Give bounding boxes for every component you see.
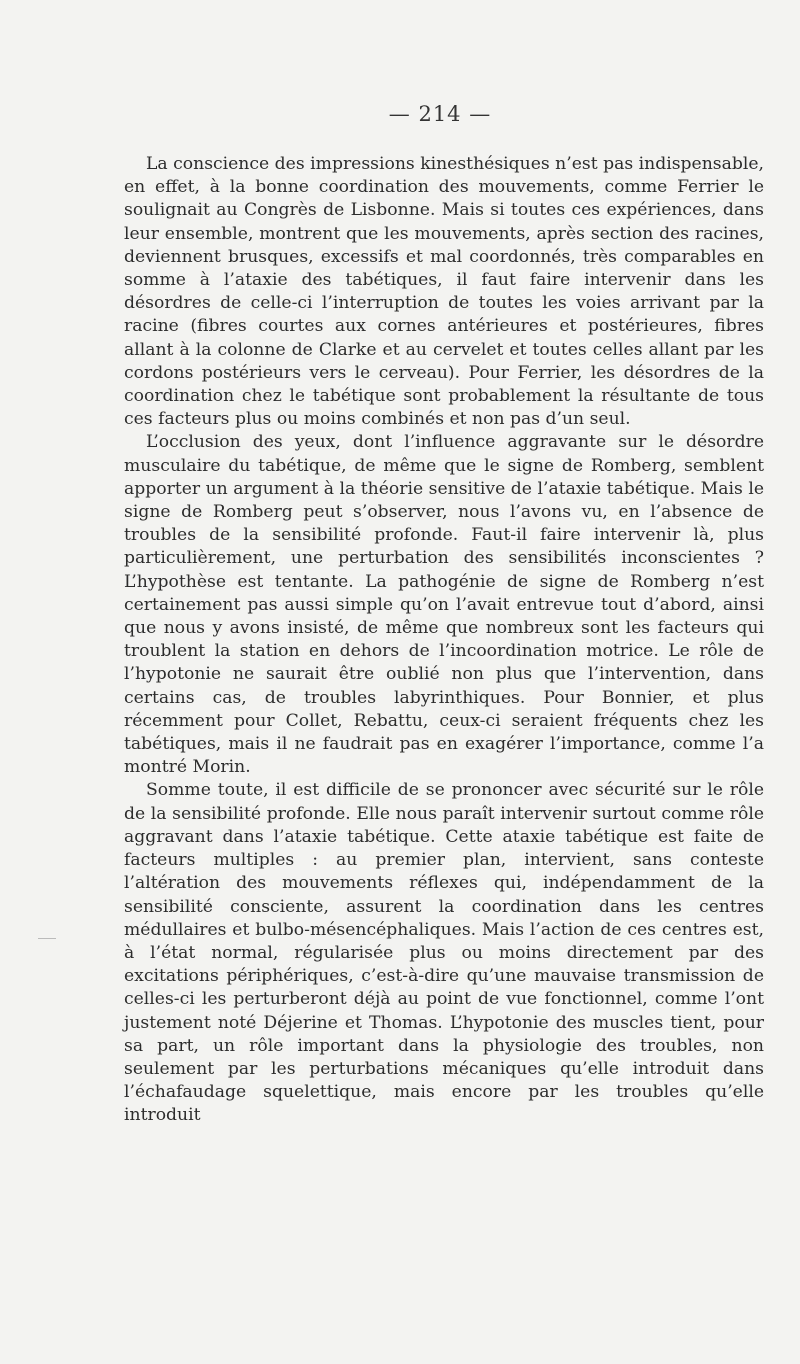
body-text [124,153,764,1128]
paragraph-3: Somme toute, il est difficile de se prononcer avec sécurité sur le rôle de la sensibilité profonde. Elle nous paraît intervenir surtout comme rôle aggravant dans l’ataxie tabétique. Cette ataxie tabétique est faite de facteurs multiples : au premier plan, intervient, sans conteste l’altération des mouvements réflexes qui, indépendamment de la sensibilité consciente, assurent la coordination dans les centres médullaires et bulbo-mésencéphaliques. Mais l’action de ces centres est, à l’état normal, régularisée plus ou moins directement par des excitations périphériques, c’est-à-dire qu’une mauvaise transmission de celles-ci les perturberont déjà au point de vue fonctionnel, comme l’ont justement noté Déjerine et Thomas. L’hypotonie des muscles tient, pour sa part, un rôle important dans la physiologie des troubles, non seulement par les perturbations mécaniques qu’elle introduit dans l’échafaudage squelettique, mais encore par les troubles qu’elle introduit [124,780,764,1126]
paragraph-2: L’occlusion des yeux, dont l’influence aggravante sur le désordre musculaire du tabétique, de même que le signe de Romberg, semblent apporter un argument à la théorie sensitive de l’ataxie tabétique. Mais le signe de Romberg peut s’observer, nous l’avons vu, en l’absence de troubles de la sensibilité profonde. Faut-il faire intervenir là, plus particulièrement, une perturbation des sensibilités inconscientes ? L’hypothèse est tentante. La pathogénie de signe de Romberg n’est certainement pas aussi simple qu’on l’avait entrevue tout d’abord, ainsi que nous y avons insisté, de même que nombreux sont les facteurs qui troublent la station en dehors de l’incoordination motrice. Le rôle de l’hypotonie ne saurait être oublié non plus que l’intervention, dans certains cas, de troubles labyrinthiques. Pour Bonnier, et plus récemment pour Collet, Rebattu, ceux-ci seraient fréquents chez les tabétiques, mais il ne faudrait pas en exagérer l’importance, comme l’a montré Morin. [124,432,764,778]
page-number: — 214 — [388,102,492,126]
paragraph-1: La conscience des impressions kinesthésiques n’est pas indispensable, en effet, à la bonne coordination des mouvements, comme Ferrier le soulignait au Congrès de Lisbonne. Mais si toutes ces expériences, dans leur ensemble, montrent que les mouvements, après section des racines, deviennent brusques, excessifs et mal coordonnés, très comparables en somme à l’ataxie des tabétiques, il faut faire intervenir dans les désordres de celle-ci l’interruption de toutes les voies arrivant par la racine (fibres courtes aux cornes antérieures et postérieures, fibres allant à la colonne de Clarke et au cervelet et toutes celles allant par les cordons postérieurs vers le cerveau). Pour Ferrier, les désordres de la coordination chez le tabétique sont probablement la résultante de tous ces facteurs plus ou moins combinés et non pas d’un seul. [124,154,764,430]
margin-mark [38,938,56,939]
